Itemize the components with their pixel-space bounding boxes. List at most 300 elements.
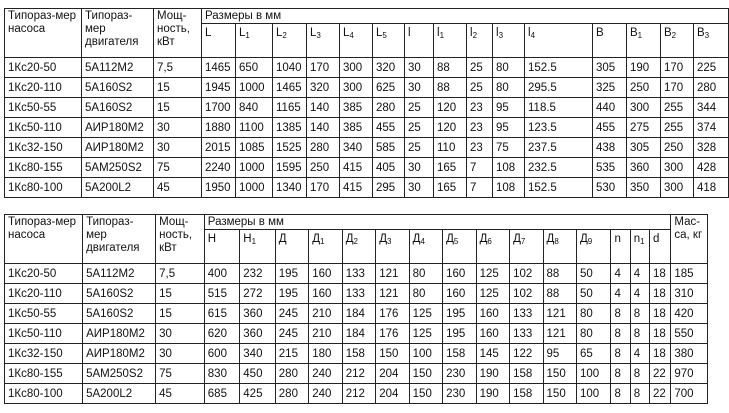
table-cell: 25	[467, 78, 493, 98]
table-cell: 30	[405, 58, 434, 78]
table-cell: 150	[409, 364, 442, 384]
table-cell: 102	[510, 284, 543, 304]
dimension-header	[476, 230, 509, 264]
table-cell: 121	[376, 284, 409, 304]
motor-size-cell: 5А112М2	[82, 58, 154, 78]
table-cell: 160	[476, 304, 509, 324]
table-cell: 22	[650, 384, 671, 404]
table-cell: 210	[309, 324, 342, 344]
table-cell: 415	[340, 158, 373, 178]
pump-size-cell: 1Кс50-110	[5, 118, 82, 138]
pump-size-cell: 1Кс20-50	[5, 58, 82, 78]
table-cell: 122	[510, 344, 543, 364]
pump-size-cell: 1Кс32-150	[5, 344, 83, 364]
table-cell: 180	[309, 344, 342, 364]
table-cell: 4	[630, 344, 649, 364]
table-cell: 8	[630, 324, 649, 344]
table-cell: 240	[309, 364, 342, 384]
table-cell: 158	[510, 364, 543, 384]
dimension-subscript: 1	[320, 237, 325, 246]
table-cell: 1100	[236, 118, 273, 138]
motor-size-cell: АИР180М2	[82, 138, 154, 158]
table-cell: 450	[240, 364, 276, 384]
table-cell: 100	[577, 364, 611, 384]
table-cell: 30	[405, 78, 434, 98]
table-cell: 255	[661, 98, 694, 118]
table-cell: 300	[661, 158, 694, 178]
table-cell: 195	[275, 284, 308, 304]
pump-size-cell: 1Кс80-155	[5, 364, 83, 384]
table-cell: 150	[376, 344, 409, 364]
dimension-subscript: 1	[251, 237, 257, 246]
table-cell: 232	[240, 264, 276, 284]
table-cell: 88	[543, 284, 576, 304]
table-cell: 7	[467, 178, 493, 198]
table-cell: 160	[309, 284, 342, 304]
table-cell: 8	[611, 364, 630, 384]
dimension-header	[611, 230, 630, 264]
dimension-header	[309, 230, 342, 264]
table-cell: 8	[611, 344, 630, 364]
table-cell: 30	[156, 344, 205, 364]
table-cell: 1000	[236, 158, 273, 178]
dimension-header	[202, 24, 236, 58]
header-power: Мощ-ность, кВт	[156, 215, 205, 264]
table-cell: 25	[405, 138, 434, 158]
table-cell: 80	[577, 304, 611, 324]
table-cell: 158	[443, 344, 476, 364]
table-cell: 255	[661, 118, 694, 138]
dimension-subscript: 1	[439, 31, 445, 40]
header-pump-size: Типораз-мер насоса	[5, 215, 83, 264]
table-cell: 140	[307, 118, 340, 138]
table-row	[5, 58, 729, 78]
table-cell: 160	[476, 324, 509, 344]
dimension-header	[661, 24, 694, 58]
table-cell: 102	[510, 264, 543, 284]
dimension-symbol: L	[276, 27, 283, 39]
table-cell: 30	[405, 178, 434, 198]
dimension-symbol: Д	[479, 233, 488, 245]
table-cell: 95	[493, 118, 525, 138]
table-cell: 1950	[202, 178, 236, 198]
header-dimensions-group: Размеры в мм	[202, 9, 729, 24]
table-cell: 184	[342, 304, 375, 324]
table-cell: 23	[467, 138, 493, 158]
dimension-header	[409, 230, 442, 264]
table-row	[5, 118, 729, 138]
table-cell: 15	[156, 284, 205, 304]
dimension-symbol: l	[496, 27, 499, 39]
dimension-symbol: Д	[446, 233, 454, 245]
table-cell: 1945	[202, 78, 236, 98]
dimension-subscript: 3	[386, 237, 392, 246]
pump-size-cell: 1Кс50-55	[5, 98, 82, 118]
table-cell: 170	[307, 178, 340, 198]
table-cell: 15	[156, 304, 205, 324]
table-cell: 133	[510, 304, 543, 324]
dimension-subscript: 5	[382, 31, 387, 40]
table-cell: 185	[671, 264, 708, 284]
dimension-header	[577, 230, 611, 264]
table-cell: 1595	[273, 158, 307, 178]
pump-size-cell: 1Кс20-110	[5, 284, 83, 304]
table-cell: 195	[275, 264, 308, 284]
table-cell: 30	[154, 138, 202, 158]
table-cell: 1465	[273, 78, 307, 98]
table-cell: 75	[154, 158, 202, 178]
table-cell: 152.5	[525, 58, 593, 78]
dimension-header	[376, 230, 409, 264]
table-cell: 4	[630, 264, 649, 284]
table-cell: 280	[694, 78, 729, 98]
table-cell: 80	[577, 324, 611, 344]
table-cell: 418	[694, 178, 729, 198]
table-cell: 245	[275, 324, 308, 344]
table-cell: 150	[543, 364, 576, 384]
dimension-subscript: 6	[487, 237, 492, 246]
table-cell: 2015	[202, 138, 236, 158]
motor-size-cell: 5А160S2	[82, 98, 154, 118]
table-cell: 145	[476, 344, 509, 364]
dimension-subscript: 3	[316, 31, 321, 40]
motor-size-cell: 5А112М2	[83, 264, 156, 284]
header-motor-size: Типораз-мер двигателя	[83, 215, 156, 264]
table-cell: 7,5	[154, 58, 202, 78]
dimension-header	[593, 24, 627, 58]
table-cell: 8	[611, 304, 630, 324]
dimension-subscript: 9	[587, 237, 593, 246]
table-cell: 225	[694, 58, 729, 78]
table-cell: 108	[493, 158, 525, 178]
dimension-header	[434, 24, 467, 58]
table-cell: 125	[476, 264, 509, 284]
header-pump-size: Типораз-мер насоса	[5, 9, 82, 58]
table-cell: 121	[543, 304, 576, 324]
table-cell: 438	[593, 138, 627, 158]
dimension-subscript: 4	[420, 237, 425, 246]
dimension-header	[373, 24, 405, 58]
dimension-symbol: B	[630, 27, 638, 39]
table-cell: 184	[342, 324, 375, 344]
pump-size-cell: 1Кс50-110	[5, 324, 83, 344]
dimension-header	[405, 24, 434, 58]
table-cell: 230	[443, 364, 476, 384]
table-cell: 295	[373, 178, 405, 198]
table-cell: 7	[467, 158, 493, 178]
table-cell: 65	[577, 344, 611, 364]
table-cell: 23	[467, 98, 493, 118]
table-row	[5, 344, 708, 364]
motor-size-cell: АИР180М2	[83, 324, 156, 344]
table-cell: 45	[156, 384, 205, 404]
table-cell: 237.5	[525, 138, 593, 158]
table-cell: 310	[671, 284, 708, 304]
table-cell: 625	[373, 78, 405, 98]
table-cell: 530	[593, 178, 627, 198]
table-row	[5, 384, 708, 404]
table-cell: 150	[543, 384, 576, 404]
table-cell: 4	[611, 284, 630, 304]
table-cell: 150	[409, 384, 442, 404]
dimension-subscript: 8	[554, 237, 559, 246]
dimension-header	[240, 230, 276, 264]
pump-size-cell: 1Кс20-110	[5, 78, 82, 98]
dimension-header	[543, 230, 576, 264]
table-cell: 4	[611, 264, 630, 284]
dimension-subscript: 2	[353, 237, 358, 246]
table-cell: 1385	[273, 118, 307, 138]
table-cell: 425	[240, 384, 276, 404]
pump-size-cell: 1Кс80-100	[5, 384, 83, 404]
table-cell: 615	[204, 304, 240, 324]
dimension-symbol: Д	[546, 233, 555, 245]
header-mass: Мас-са, кг	[671, 215, 708, 264]
table-cell: 840	[236, 98, 273, 118]
table-cell: 360	[240, 324, 276, 344]
dimension-symbol: l	[437, 27, 440, 39]
table-cell: 380	[671, 344, 708, 364]
table-cell: 176	[376, 304, 409, 324]
table-cell: 15	[154, 78, 202, 98]
table-cell: 170	[307, 58, 340, 78]
table-cell: 1880	[202, 118, 236, 138]
table-cell: 18	[650, 324, 671, 344]
table-cell: 320	[373, 58, 405, 78]
table-cell: 295.5	[525, 78, 593, 98]
dimension-symbol: L	[343, 27, 350, 39]
table-cell: 195	[443, 324, 476, 344]
table-cell: 95	[543, 344, 576, 364]
table-cell: 240	[309, 384, 342, 404]
table-cell: 280	[275, 384, 308, 404]
table-cell: 45	[154, 178, 202, 198]
table-cell: 350	[627, 178, 661, 198]
motor-size-cell: 5А200L2	[83, 384, 156, 404]
dimension-header	[342, 230, 375, 264]
dimension-header	[443, 230, 476, 264]
table-cell: 23	[467, 118, 493, 138]
dimension-symbol: L	[239, 27, 246, 39]
table-cell: 420	[671, 304, 708, 324]
table-cell: 300	[661, 178, 694, 198]
table-cell: 120	[434, 118, 467, 138]
table-cell: 80	[409, 284, 442, 304]
table-cell: 88	[434, 58, 467, 78]
dimension-subscript: 1	[637, 31, 643, 40]
table-cell: 8	[611, 384, 630, 404]
dimension-symbol: n	[614, 233, 621, 245]
table-cell: 830	[204, 364, 240, 384]
table-row	[5, 304, 708, 324]
table-cell: 650	[236, 58, 273, 78]
table-cell: 121	[543, 324, 576, 344]
table-row	[5, 284, 708, 304]
table-cell: 585	[373, 138, 405, 158]
table-cell: 75	[156, 364, 205, 384]
table-cell: 88	[434, 78, 467, 98]
table-row	[5, 264, 708, 284]
table-cell: 305	[593, 58, 627, 78]
motor-size-cell: 5АМ250S2	[82, 158, 154, 178]
dimension-symbol: l	[528, 27, 531, 39]
table-cell: 280	[373, 98, 405, 118]
table-cell: 300	[340, 78, 373, 98]
dimension-symbol: Д	[513, 233, 521, 245]
table-cell: 405	[373, 158, 405, 178]
table-cell: 18	[650, 304, 671, 324]
table-cell: 195	[443, 304, 476, 324]
table-cell: 374	[694, 118, 729, 138]
table-row	[5, 158, 729, 178]
table-cell: 8	[630, 364, 649, 384]
dimension-symbol: Д	[345, 233, 354, 245]
table-cell: 250	[307, 158, 340, 178]
table-cell: 1040	[273, 58, 307, 78]
table-cell: 8	[611, 324, 630, 344]
table-cell: 190	[627, 58, 661, 78]
table-cell: 970	[671, 364, 708, 384]
table-cell: 230	[443, 384, 476, 404]
table-cell: 50	[577, 264, 611, 284]
motor-size-cell: АИР180М2	[83, 344, 156, 364]
table-cell: 1000	[236, 178, 273, 198]
table-cell: 160	[443, 284, 476, 304]
table-cell: 15	[154, 98, 202, 118]
table-row	[5, 78, 729, 98]
pump-size-cell: 1Кс50-55	[5, 304, 83, 324]
table-cell: 8	[630, 384, 649, 404]
table-cell: 158	[510, 384, 543, 404]
dimension-symbol: Д	[412, 233, 421, 245]
dimension-subscript: 7	[520, 237, 526, 246]
table-cell: 123.5	[525, 118, 593, 138]
table-row	[5, 98, 729, 118]
motor-size-cell: 5А160S2	[83, 284, 156, 304]
dimension-header	[493, 24, 525, 58]
dimension-header	[627, 24, 661, 58]
table-cell: 360	[627, 158, 661, 178]
table-cell: 1165	[273, 98, 307, 118]
table-cell: 685	[204, 384, 240, 404]
header-motor-size: Типораз-мер двигателя	[82, 9, 154, 58]
table-cell: 118.5	[525, 98, 593, 118]
table-cell: 1465	[202, 58, 236, 78]
table-cell: 125	[476, 284, 509, 304]
dimension-symbol: Д	[312, 233, 321, 245]
table-cell: 165	[434, 178, 467, 198]
table-cell: 88	[543, 264, 576, 284]
table-cell: 385	[340, 98, 373, 118]
dimension-header	[510, 230, 543, 264]
table-cell: 280	[307, 138, 340, 158]
table-cell: 120	[434, 98, 467, 118]
table-cell: 325	[593, 78, 627, 98]
table-cell: 125	[409, 304, 442, 324]
dimension-symbol: l	[470, 27, 473, 39]
table-cell: 550	[671, 324, 708, 344]
pump-size-cell: 1Кс80-155	[5, 158, 82, 178]
dimension-symbol: L	[310, 27, 317, 39]
table-cell: 440	[593, 98, 627, 118]
table-cell: 190	[476, 364, 509, 384]
table-cell: 18	[650, 264, 671, 284]
table-row	[5, 178, 729, 198]
table-cell: 176	[376, 324, 409, 344]
table-cell: 133	[342, 264, 375, 284]
table-cell: 160	[443, 264, 476, 284]
table-cell: 250	[661, 138, 694, 158]
dimension-symbol: Д	[278, 233, 287, 245]
table-cell: 7,5	[156, 264, 205, 284]
table-cell: 158	[342, 344, 375, 364]
dimension-header	[630, 230, 649, 264]
dimensions-table-2	[4, 214, 708, 404]
table-cell: 133	[342, 284, 375, 304]
table-cell: 204	[376, 364, 409, 384]
table-cell: 80	[493, 58, 525, 78]
table-cell: 300	[340, 58, 373, 78]
table-cell: 22	[650, 364, 671, 384]
dimension-symbol: Д	[580, 233, 588, 245]
table-cell: 80	[409, 264, 442, 284]
dimension-symbol: H	[243, 233, 252, 245]
table-cell: 620	[204, 324, 240, 344]
dimension-symbol: L	[205, 27, 212, 39]
motor-size-cell: 5А160S2	[83, 304, 156, 324]
motor-size-cell: АИР180М2	[82, 118, 154, 138]
table-cell: 1085	[236, 138, 273, 158]
table-cell: 428	[694, 158, 729, 178]
table-cell: 360	[240, 304, 276, 324]
table-cell: 95	[493, 98, 525, 118]
motor-size-cell: 5А200L2	[82, 178, 154, 198]
dimension-subscript: 2	[282, 31, 287, 40]
dimensions-table-1	[4, 8, 729, 198]
table-cell: 344	[694, 98, 729, 118]
table-cell: 280	[275, 364, 308, 384]
dimension-subscript: 3	[704, 31, 710, 40]
table-cell: 121	[376, 264, 409, 284]
dimension-symbol: l	[408, 27, 411, 39]
dimension-subscript: 4	[349, 31, 354, 40]
dimension-subscript: 2	[472, 31, 478, 40]
table-cell: 190	[476, 384, 509, 404]
table-cell: 245	[275, 304, 308, 324]
table-cell: 133	[510, 324, 543, 344]
table-cell: 160	[309, 264, 342, 284]
dimension-symbol: L	[376, 27, 383, 39]
dimension-header	[273, 24, 307, 58]
table-cell: 165	[434, 158, 467, 178]
motor-size-cell: 5А160S2	[82, 78, 154, 98]
table-cell: 204	[376, 384, 409, 404]
table-cell: 25	[405, 98, 434, 118]
dimension-subscript: 5	[453, 237, 459, 246]
table-cell: 340	[340, 138, 373, 158]
table-cell: 18	[650, 344, 671, 364]
table-row	[5, 364, 708, 384]
table-cell: 275	[627, 118, 661, 138]
table-cell: 1000	[236, 78, 273, 98]
table-cell: 1340	[273, 178, 307, 198]
table-cell: 328	[694, 138, 729, 158]
table-cell: 415	[340, 178, 373, 198]
table-cell: 18	[650, 284, 671, 304]
table-cell: 30	[156, 324, 205, 344]
table-cell: 4	[630, 284, 649, 304]
dimension-header	[340, 24, 373, 58]
